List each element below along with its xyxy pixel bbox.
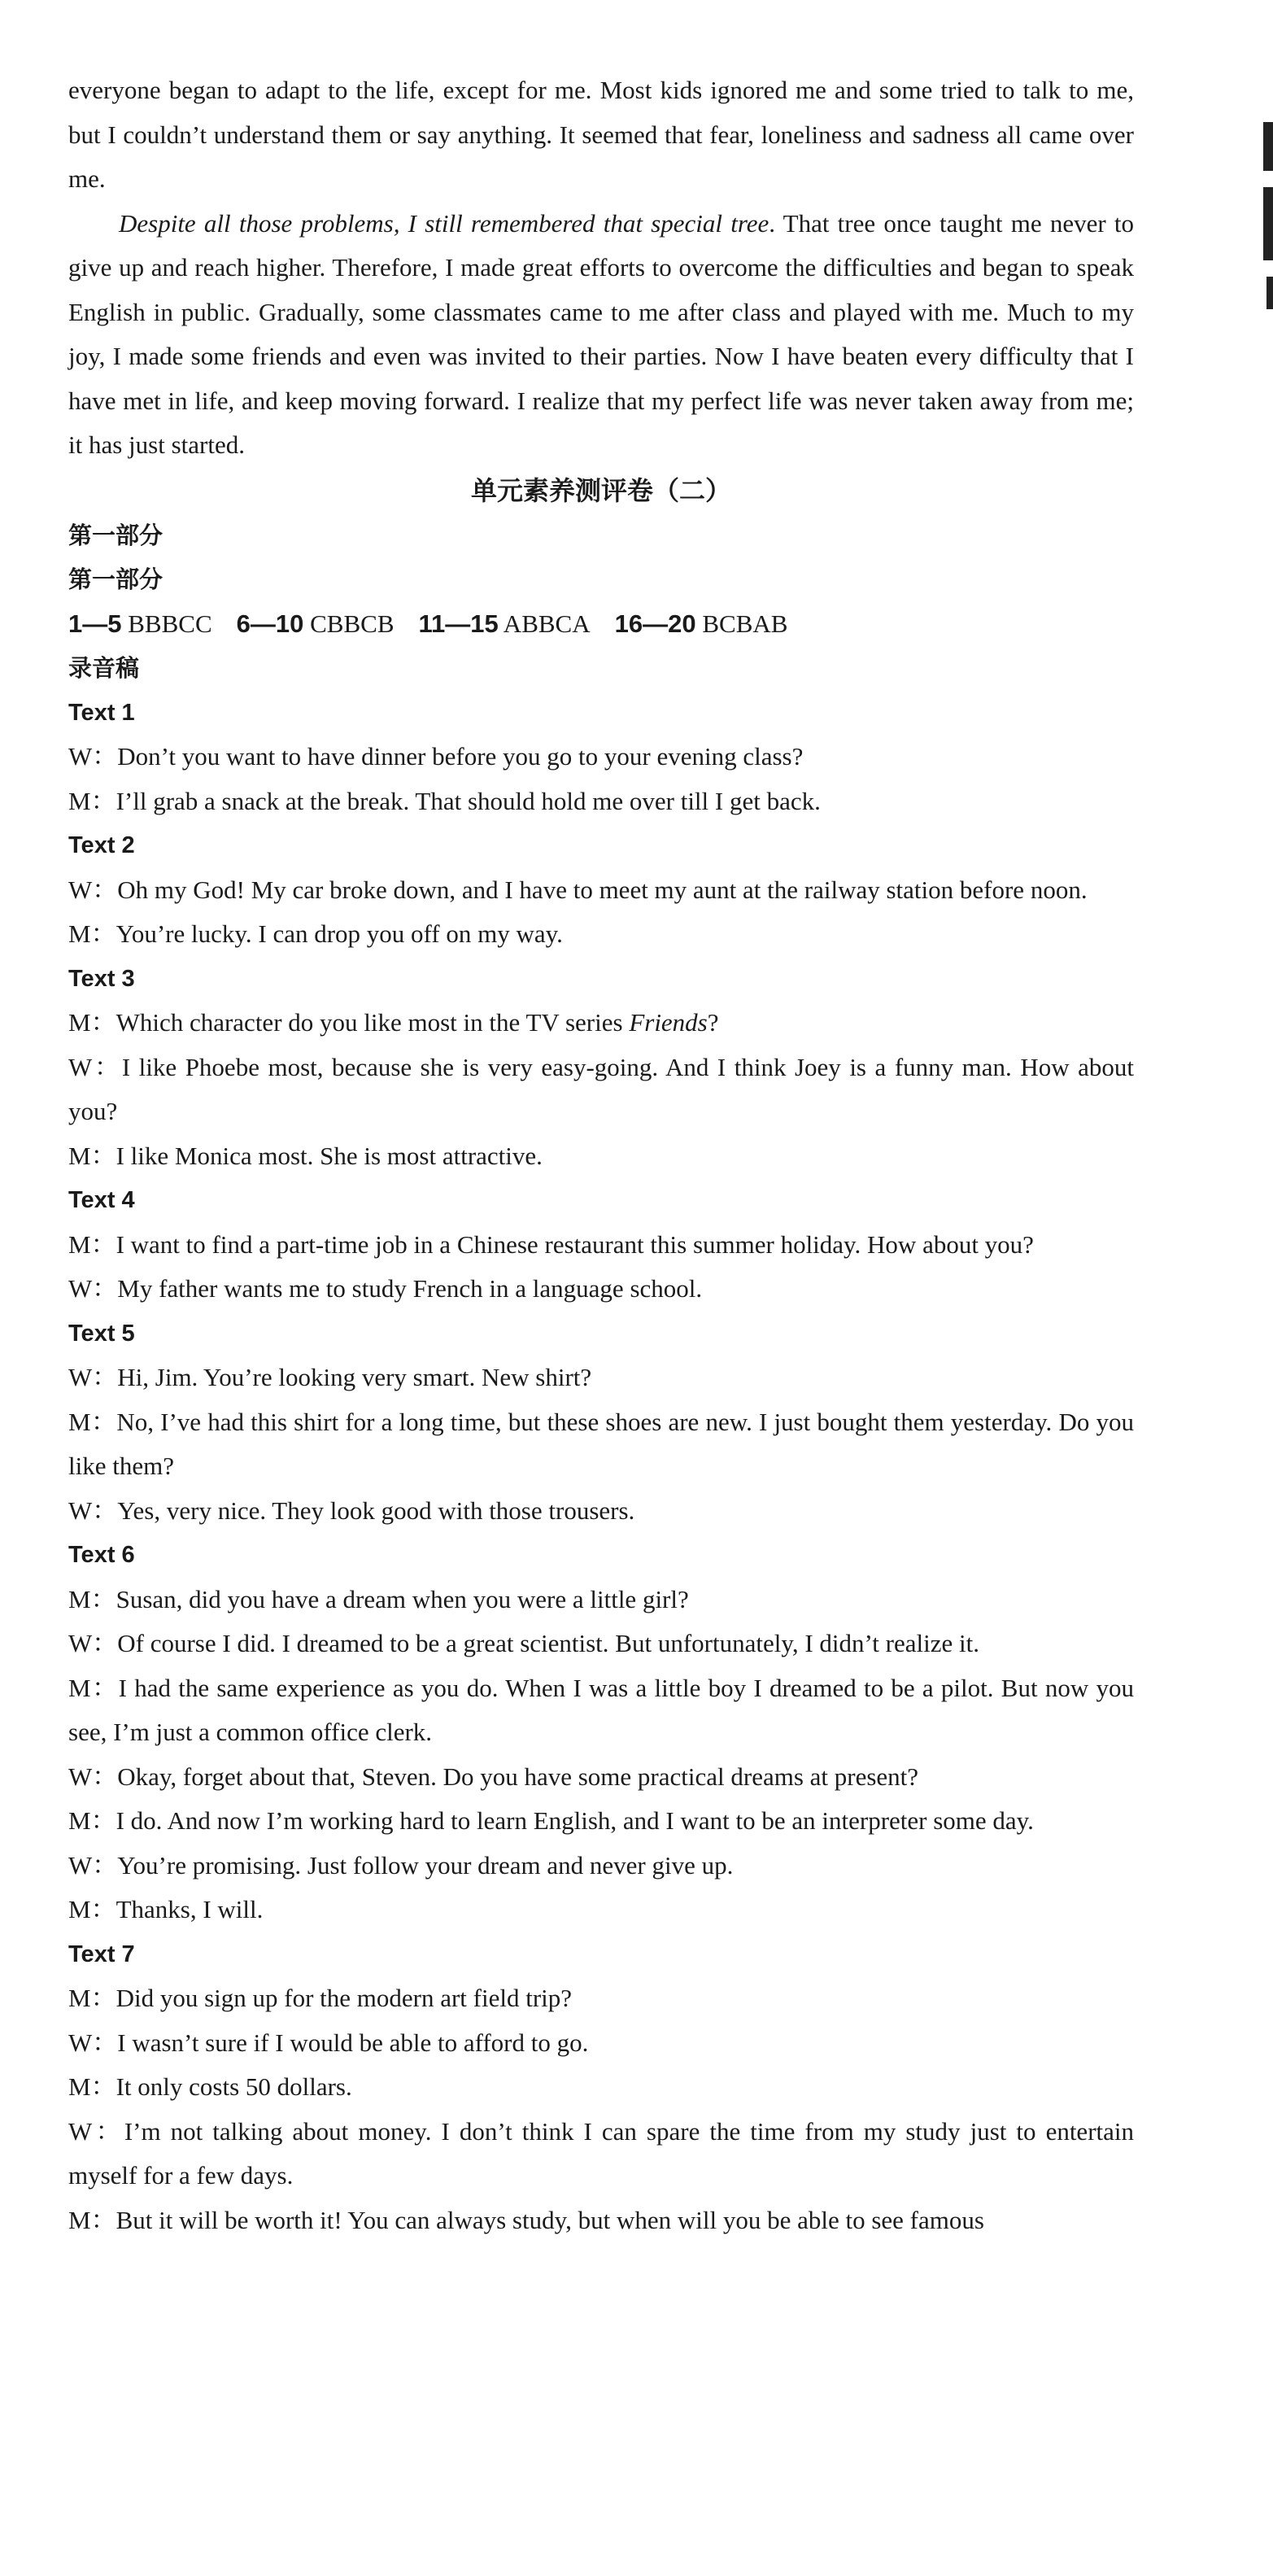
dialogue-line — [68, 1976, 1134, 2021]
dialogue-line — [68, 912, 1134, 957]
unit-title: 单元素养测评卷（二） — [470, 474, 731, 506]
speaker-label: M： — [68, 2072, 116, 2101]
speaker-label: W： — [68, 2116, 124, 2146]
dialogue-line — [68, 1001, 1134, 1046]
dialogue-text: Yes, very nice. They look good with those trousers. — [117, 1495, 635, 1525]
speaker-label: M： — [68, 1141, 116, 1170]
dialogue-line — [68, 1134, 1134, 1179]
dialogue-line — [68, 1755, 1134, 1800]
story-paragraph — [68, 202, 1134, 468]
answer-letters: BBBCC — [121, 609, 212, 638]
speaker-label: W： — [68, 875, 118, 904]
dialogue-line — [68, 1622, 1134, 1666]
speaker-label: M： — [68, 2205, 116, 2234]
answer-range: 11—15 — [418, 609, 499, 638]
scan-edge-mark — [1263, 187, 1273, 260]
speaker-label: M： — [68, 1008, 116, 1037]
speaker-label: W： — [68, 1363, 118, 1391]
answer-range: 1—5 — [68, 609, 122, 638]
dialogue-line — [68, 1267, 1134, 1312]
text-title: Text 7 — [68, 1941, 135, 1967]
dialogue-text: I’m not talking about money. I don’t think I can spare the time from my study just to entertain myself for a few days. — [68, 2116, 1135, 2190]
part-heading-2: 第一部分 — [68, 565, 163, 593]
answer-group — [419, 609, 591, 638]
speaker-label: W： — [68, 2028, 118, 2057]
speaker-label: W： — [68, 1052, 122, 1081]
dialogue-italic: Friends — [629, 1008, 708, 1037]
dialogue-line — [68, 1578, 1134, 1622]
dialogue-line — [68, 1400, 1134, 1489]
dialogue-line — [68, 1489, 1134, 1534]
dialogue-text: No, I’ve had this shirt for a long time, but these shoes are new. I just bought them yesterday. Do you like them? — [68, 1407, 1134, 1480]
dialogue-line — [68, 779, 1134, 824]
dialogue-text: You’re promising. Just follow your dream and never give up. — [117, 1850, 734, 1880]
answer-letters: CBBCB — [303, 609, 395, 638]
dialogue-line — [68, 735, 1134, 779]
dialogue-text: Okay, forget about that, Steven. Do you have some practical dreams at present? — [117, 1762, 919, 1791]
story-italic-phrase: Despite all those problems, I still remembered that special tree — [119, 208, 769, 238]
text-title: Text 5 — [68, 1320, 135, 1347]
story-rest: . That tree once taught me never to give up and reach higher. Therefore, I made great efforts to overcome the difficulties and began to speak English in public. Gradually, some classmates came to me after class and played with me. Much to my joy, I made some friends and even was invited to their parties. Now I have beaten every difficulty that I have met in life, and keep moving forward. I realize that my perfect life was never taken away from me; it has just started. — [68, 208, 1134, 459]
dialogue-text: Hi, Jim. You’re looking very smart. New shirt? — [117, 1363, 592, 1391]
speaker-label: M： — [68, 1229, 116, 1259]
dialogue-line — [68, 1799, 1134, 1844]
answer-group — [615, 609, 788, 638]
speaker-label: M： — [68, 1673, 119, 1702]
speaker-label: W： — [68, 1495, 118, 1525]
dialogue-text: I’ll grab a snack at the break. That should hold me over till I get back. — [116, 786, 821, 815]
text-title: Text 3 — [68, 965, 135, 992]
dialogue-text: I wasn’t sure if I would be able to afford to go. — [117, 2028, 589, 2057]
text-title: Text 6 — [68, 1542, 135, 1568]
document-page — [68, 68, 1134, 2242]
answer-group — [68, 609, 212, 638]
dialogue-line — [68, 1223, 1134, 1268]
answer-group — [237, 609, 395, 638]
speaker-label: W： — [68, 1629, 118, 1657]
dialogue-text: You’re lucky. I can drop you off on my way. — [116, 919, 563, 948]
dialogue-text: Oh my God! My car broke down, and I have to meet my aunt at the railway station before noon. — [117, 875, 1088, 904]
text-title: Text 4 — [68, 1187, 135, 1213]
dialogue-line — [68, 1046, 1134, 1134]
speaker-label: M： — [68, 1984, 116, 2012]
intro-paragraph: everyone began to adapt to the life, except for me. Most kids ignored me and some tried to talk to me, but I couldn’t understand them or say anything. It seemed that fear, loneliness and sadness all came over me. — [68, 76, 1134, 193]
dialogue-text: Did you sign up for the modern art field trip? — [116, 1984, 573, 2012]
part-heading-1: 第一部分 — [68, 521, 163, 549]
speaker-label: M： — [68, 786, 116, 815]
scan-edge-mark — [1263, 122, 1273, 171]
dialogue-line — [68, 1356, 1134, 1400]
dialogue-text: Of course I did. I dreamed to be a great scientist. But unfortunately, I didn’t realize it. — [117, 1629, 979, 1657]
scan-edge-mark — [1266, 277, 1273, 309]
speaker-label: M： — [68, 1806, 116, 1835]
dialogue-text: I had the same experience as you do. When I was a little boy I dreamed to be a pilot. But now you see, I’m just a common office clerk. — [68, 1673, 1134, 1746]
dialogue-text: Susan, did you have a dream when you were a little girl? — [116, 1584, 689, 1613]
dialogue-text: Don’t you want to have dinner before you go to your evening class? — [117, 742, 804, 771]
transcript — [68, 691, 1134, 2243]
dialogue-after: ? — [707, 1008, 719, 1037]
answer-letters: ABBCA — [498, 609, 591, 638]
speaker-label: W： — [68, 1850, 118, 1880]
answer-key — [68, 602, 1134, 647]
dialogue-text: It only costs 50 dollars. — [116, 2072, 352, 2101]
dialogue-text: But it will be worth it! You can always study, but when will you be able to see famous — [116, 2205, 984, 2234]
answer-range: 16—20 — [614, 609, 696, 638]
answer-letters: BCBAB — [695, 609, 788, 638]
answer-range: 6—10 — [236, 609, 304, 638]
speaker-label: W： — [68, 1762, 118, 1791]
dialogue-line — [68, 2021, 1134, 2066]
dialogue-line — [68, 2065, 1134, 2110]
speaker-label: W： — [68, 742, 118, 771]
speaker-label: W： — [68, 1274, 118, 1303]
dialogue-line — [68, 1666, 1134, 1755]
text-title: Text 2 — [68, 832, 135, 858]
dialogue-text: My father wants me to study French in a language school. — [117, 1274, 703, 1303]
dialogue-line — [68, 2198, 1134, 2243]
speaker-label: M： — [68, 1895, 116, 1923]
speaker-label: M： — [68, 1407, 117, 1436]
transcript-heading: 录音稿 — [68, 654, 140, 682]
dialogue-text: I want to find a part-time job in a Chinese restaurant this summer holiday. How about you? — [116, 1229, 1034, 1259]
text-title: Text 1 — [68, 699, 135, 726]
dialogue-text: I like Phoebe most, because she is very easy-going. And I think Joey is a funny man. How about you? — [68, 1052, 1134, 1125]
dialogue-text: Which character do you like most in the TV series — [116, 1008, 630, 1037]
dialogue-line — [68, 2110, 1134, 2198]
speaker-label: M： — [68, 1584, 116, 1613]
dialogue-text: Thanks, I will. — [116, 1895, 264, 1923]
dialogue-text: I like Monica most. She is most attractive. — [116, 1141, 543, 1170]
dialogue-text: I do. And now I’m working hard to learn English, and I want to be an interpreter some day. — [116, 1806, 1034, 1835]
dialogue-line — [68, 1844, 1134, 1888]
dialogue-line — [68, 1888, 1134, 1932]
dialogue-line — [68, 868, 1134, 913]
speaker-label: M： — [68, 919, 116, 948]
